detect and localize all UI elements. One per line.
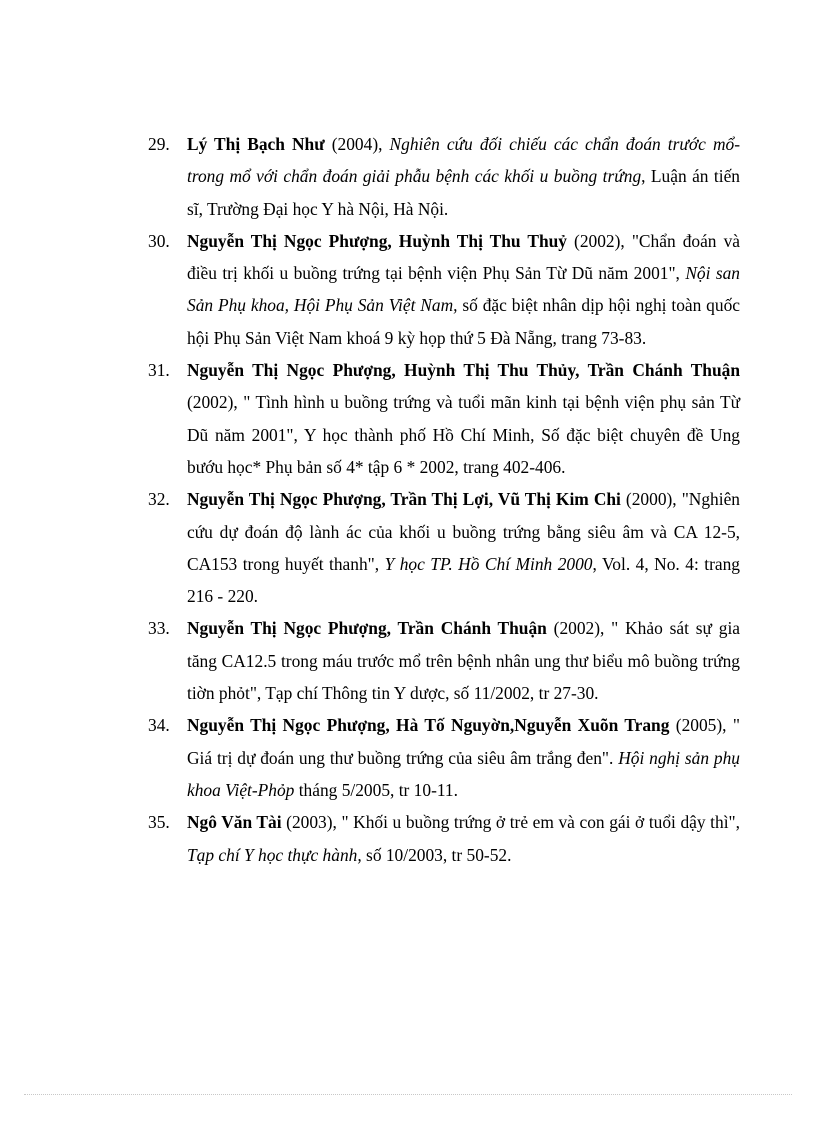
reference-item <box>148 612 740 709</box>
reference-item <box>148 354 740 483</box>
reference-segment: số 10/2003, tr 50-52. <box>361 844 512 865</box>
reference-text <box>187 806 740 871</box>
reference-item <box>148 806 740 871</box>
reference-segment: (2002), "Chẩn đoán và điều trị khối u buồng trứng tại bệnh viện Phụ Sản Từ Dũ năm 2001", <box>187 230 740 284</box>
reference-number: 32. <box>148 489 170 510</box>
reference-segment: (2002), " Khảo sát sự gia tăng CA12.5 trong máu trước mổ trên bệnh nhân ung thư biểu mô buồng trứng tiờn phỏt", Tạp chí Thông tin Y dược, số 11/2002, tr 27-30. <box>187 618 740 704</box>
reference-number: 35. <box>148 812 170 833</box>
reference-item <box>148 225 740 354</box>
reference-segment: (2000), "Nghiên cứu dự đoán độ lành ác của khối u buồng trứng bằng siêu âm và CA 12-5, CA153 trong huyết thanh", <box>187 489 740 574</box>
reference-number: 34. <box>148 715 170 736</box>
reference-authors: Nguyễn Thị Ngọc Phượng, Trần Chánh Thuận <box>187 618 547 639</box>
reference-authors: Lý Thị Bạch Như <box>187 134 325 154</box>
reference-number: 33. <box>148 618 170 639</box>
reference-item <box>148 128 740 225</box>
page-bottom-divider <box>24 1094 792 1095</box>
reference-authors: Nguyễn Thị Ngọc Phượng, Huỳnh Thị Thu Thủy, Trần Chánh Thuận <box>187 360 740 381</box>
reference-segment: số đặc biệt nhân dịp hội nghị toàn quốc hội Phụ Sản Việt Nam khoá 9 kỳ họp thứ 5 Đà Nẵng, trang 73-83. <box>187 295 740 348</box>
reference-text <box>187 483 740 612</box>
reference-segment: , Luận án tiến sĩ, Trường Đại học Y hà Nội, Hà Nội. <box>187 166 740 219</box>
reference-text <box>187 709 740 806</box>
reference-source: Y học TP. Hồ Chí Minh 2000 <box>384 553 593 574</box>
reference-text <box>187 612 740 709</box>
reference-source: Nội san Sản Phụ khoa, Hội Phụ Sản Việt Nam, <box>187 263 740 316</box>
reference-segment: (2002), " Tình hình u buồng trứng và tuổi mãn kinh tại bệnh viện phụ sản Từ Dũ năm 2001", Y học thành phố Hồ Chí Minh, Số đặc biệt chuyên đề Ung bướu học* Phụ bản số 4* tập 6 * 2002, trang 402-406. <box>187 392 740 477</box>
reference-title: Nghiên cứu đối chiếu các chẩn đoán trước mổ-trong mổ với chẩn đoán giải phẫu bệnh các khối u buồng trứng <box>187 134 740 187</box>
reference-segment: tháng 5/2005, tr 10-11. <box>294 779 458 800</box>
reference-number: 30. <box>148 230 170 251</box>
reference-text <box>187 225 740 354</box>
reference-text <box>187 354 740 483</box>
reference-segment: (2003), " Khối u buồng trứng ở trẻ em và con gái ở tuổi dậy thì", <box>281 812 740 833</box>
reference-segment: , Vol. 4, No. 4: trang 216 - 220. <box>187 553 740 607</box>
reference-authors: Ngô Văn Tài <box>187 812 282 833</box>
reference-source: Tạp chí Y học thực hành, <box>187 844 362 865</box>
reference-authors: Nguyễn Thị Ngọc Phượng, Trần Thị Lợi, Vũ Thị Kim Chi <box>187 489 621 510</box>
reference-item <box>148 483 740 612</box>
reference-authors: Nguyễn Thị Ngọc Phượng, Hà Tố Nguyờn,Nguyễn Xuõn Trang <box>187 715 670 736</box>
reference-segment: (2005), " Giá trị dự đoán ung thư buồng trứng của siêu âm trắng đen". <box>187 715 740 768</box>
reference-source: Hội nghị sản phụ khoa Việt-Phỏp <box>187 747 740 800</box>
reference-item <box>148 709 740 806</box>
reference-text <box>187 128 740 225</box>
reference-segment: (2004), <box>324 134 390 154</box>
reference-authors: Nguyễn Thị Ngọc Phượng, Huỳnh Thị Thu Thuỷ <box>187 230 567 251</box>
reference-number: 29. <box>148 134 170 154</box>
reference-number: 31. <box>148 360 170 381</box>
reference-list <box>148 128 740 871</box>
